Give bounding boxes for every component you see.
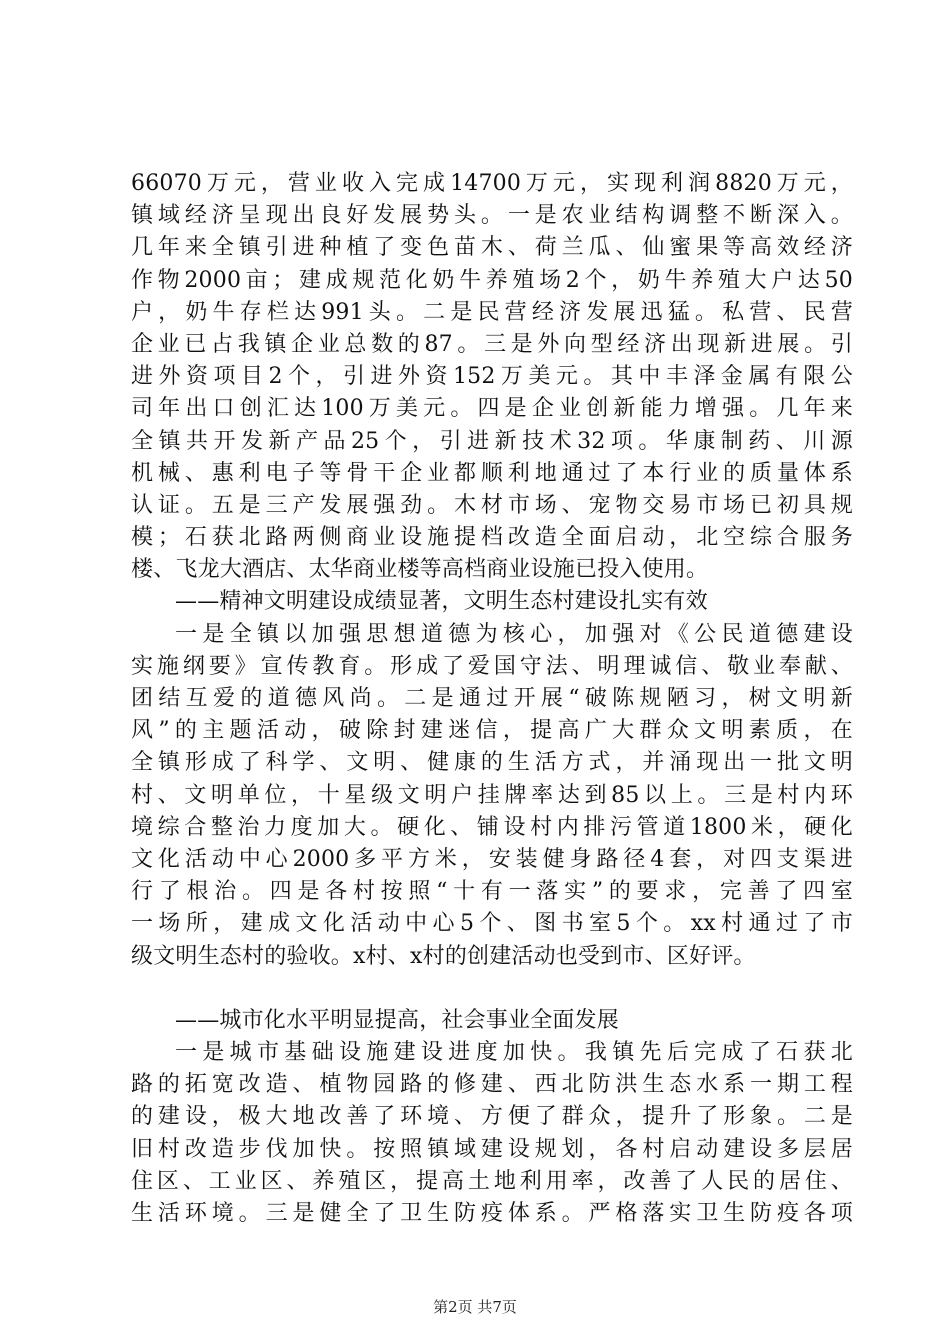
text-line: 行了根治。四是各村按照“十有一落实”的要求，完善了四室 [131, 879, 853, 905]
page-footer: 第2页 共7页 [433, 1298, 517, 1316]
text-line: 村、文明单位，十星级文明户挂牌率达到85以上。三是村内环 [131, 782, 853, 808]
text-line: 模；石获北路两侧商业设施提档改造全面启动，北空综合服务 [131, 525, 853, 551]
text-line: 一是城市基础设施建设进度加快。我镇先后完成了石获北 [175, 1040, 853, 1066]
text-line: 进外资项目2个，引进外资152万美元。其中丰泽金属有限公 [131, 364, 853, 390]
text-line: 实施纲要》宣传教育。形成了爱国守法、明理诚信、敬业奉献、 [131, 653, 853, 679]
text-line: 一是全镇以加强思想道德为核心，加强对《公民道德建设 [175, 621, 853, 647]
text-line: 作物2000亩；建成规范化奶牛养殖场2个，奶牛养殖大户达50 [131, 267, 853, 293]
text-line: 66070万元，营业收入完成14700万元，实现利润8820万元， [131, 171, 853, 196]
blank-line [131, 973, 853, 1005]
text-line: 认证。五是三产发展强劲。木材市场、宠物交易市场已初具规 [131, 492, 853, 518]
text-line: 的建设，极大地改善了环境、方便了群众，提升了形象。二是 [131, 1104, 853, 1130]
section-heading-civilization: ——精神文明建设成绩显著，文明生态村建设扎实有效 [175, 589, 708, 615]
text-line: 镇域经济呈现出良好发展势头。一是农业结构调整不断深入。 [131, 203, 853, 229]
text-line: 级文明生态村的验收。x村、x村的创建活动也受到市、区好评。 [131, 943, 756, 969]
text-line: 几年来全镇引进种植了变色苗木、荷兰瓜、仙蜜果等高效经济 [131, 235, 853, 261]
text-line: 楼、飞龙大酒店、太华商业楼等高档商业设施已投入使用。 [131, 557, 709, 583]
document-body [131, 168, 853, 1230]
text-line: 机械、惠利电子等骨干企业都顺利地通过了本行业的质量体系 [131, 460, 853, 486]
text-line: 住区、工业区、养殖区，提高土地利用率，改善了人民的居住、 [131, 1168, 853, 1194]
text-line: 境综合整治力度加大。硬化、铺设村内排污管道1800米，硬化 [131, 814, 853, 840]
text-line: 旧村改造步伐加快。按照镇域建设规划，各村启动建设多层居 [131, 1136, 853, 1162]
section-heading-urbanization: ——城市化水平明显提高，社会事业全面发展 [175, 1007, 620, 1033]
text-line: 文化活动中心2000多平方米，安装健身路径4套，对四支渠进 [131, 846, 853, 872]
text-line: 全镇共开发新产品25个，引进新技术32项。华康制药、川源 [131, 428, 853, 454]
text-line: 生活环境。三是健全了卫生防疫体系。严格落实卫生防疫各项 [131, 1201, 853, 1226]
text-line: 一场所，建成文化活动中心5个、图书室5个。xx村通过了市 [131, 911, 853, 937]
text-line: 全镇形成了科学、文明、健康的生活方式，并涌现出一批文明 [131, 750, 853, 776]
text-line: 团结互爱的道德风尚。二是通过开展“破陈规陋习，树文明新 [131, 686, 853, 711]
text-line: 企业已占我镇企业总数的87。三是外向型经济出现新进展。引 [131, 331, 853, 357]
paragraph-urbanization [131, 1037, 853, 1230]
text-line: 路的拓宽改造、植物园路的修建、西北防洪生态水系一期工程 [131, 1072, 853, 1098]
text-line: 风”的主题活动，破除封建迷信，提高广大群众文明素质，在 [131, 718, 853, 744]
text-line: 司年出口创汇达100万美元。四是企业创新能力增强。几年来 [131, 396, 853, 422]
text-line: 户，奶牛存栏达991头。二是民营经济发展迅猛。私营、民营 [131, 299, 853, 325]
paragraph-civilization [131, 619, 853, 973]
paragraph-economy [131, 168, 853, 586]
